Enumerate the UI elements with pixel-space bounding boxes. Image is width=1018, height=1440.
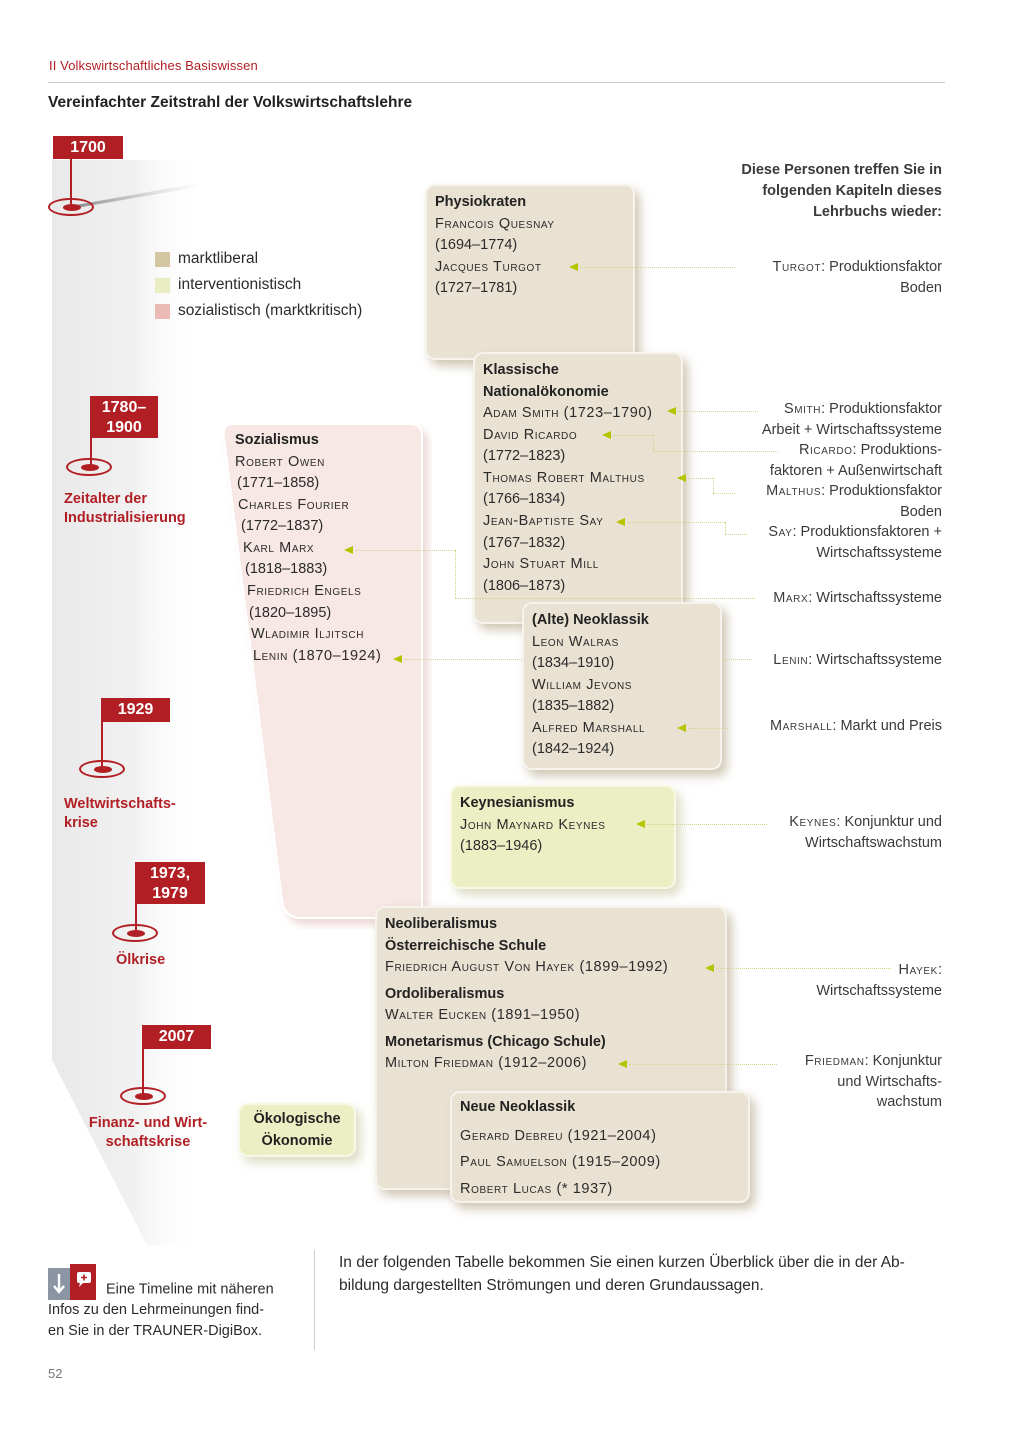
ref-text: Wirtschaftssysteme xyxy=(816,982,942,999)
year-badge xyxy=(101,698,170,722)
reference-malthus xyxy=(766,481,942,522)
person-name: Jacques Turgot xyxy=(435,258,542,275)
reference-friedman xyxy=(805,1051,942,1113)
person-name: Karl Marx xyxy=(243,539,315,556)
year-text: 1973, xyxy=(149,865,191,882)
ref-text: : Wirtschaftssysteme xyxy=(808,652,942,668)
arrow-left-icon xyxy=(602,431,611,439)
ref-name: Keynes xyxy=(789,814,837,830)
neoklassik-alt-box xyxy=(522,602,722,770)
leader-line xyxy=(455,550,456,598)
person-name: Walter Eucken (1891–1950) xyxy=(385,1007,581,1024)
person-name: John Stuart Mill xyxy=(483,556,599,573)
person-name: Thomas Robert Malthus xyxy=(483,469,645,486)
person-name: Leon Walras xyxy=(532,633,619,650)
ref-name: Hayek xyxy=(898,962,938,978)
year-text: 2007 xyxy=(158,1028,195,1045)
page-number: 52 xyxy=(48,1366,63,1381)
arrow-left-icon xyxy=(636,820,645,828)
era-label-line: krise xyxy=(64,815,98,831)
era-label-line: Weltwirtschafts- xyxy=(64,796,176,812)
person-name: Robert Lucas (* 1937) xyxy=(460,1180,613,1197)
person-name: John Maynard Keynes xyxy=(460,816,606,833)
box-title: Ökonomie xyxy=(261,1132,333,1149)
legend xyxy=(155,246,362,324)
digibox-icon[interactable] xyxy=(48,1262,98,1300)
person-years: (1818–1883) xyxy=(245,561,328,578)
ref-name: Friedman xyxy=(804,1053,865,1069)
person-name: William Jevons xyxy=(532,676,633,693)
legend-item-sozialistisch xyxy=(155,298,362,324)
arrow-left-icon xyxy=(667,407,676,415)
running-head: II Volkswirtschaftliches Basiswissen xyxy=(49,58,258,73)
ref-text: : Markt und Preis xyxy=(832,718,942,734)
footer-text xyxy=(339,1252,949,1297)
leader-line xyxy=(688,478,713,479)
ref-text: : Produktionsfaktoren + xyxy=(792,524,942,540)
ref-text: : Produktionsfaktor xyxy=(821,483,942,499)
reference-marx xyxy=(773,588,942,609)
person-years: (1694–1774) xyxy=(435,237,518,254)
klassik-box xyxy=(473,352,683,624)
box-title: Klassische xyxy=(483,362,559,378)
ref-text: Arbeit + Wirtschaftssysteme xyxy=(761,421,942,438)
note-line: Eine Timeline mit näheren xyxy=(106,1281,274,1298)
figure-title: Vereinfachter Zeitstrahl der Volkswirtschaftslehre xyxy=(48,94,413,111)
ref-text: wachstum xyxy=(876,1094,942,1110)
ref-text: : Produktionsfaktor xyxy=(821,259,942,275)
marker-dot xyxy=(94,766,112,773)
box-title: Neoliberalismus xyxy=(385,916,498,932)
marker-dot xyxy=(135,1093,153,1100)
footer-divider xyxy=(314,1250,315,1350)
person-years: (1766–1834) xyxy=(483,491,566,508)
box-title: Nationalökonomie xyxy=(483,383,609,400)
sozialismus-box xyxy=(235,430,381,667)
marker-dot xyxy=(127,930,145,937)
keynes-box xyxy=(450,785,676,889)
year-badge xyxy=(135,862,205,904)
ref-text: Wirtschaftssysteme xyxy=(816,544,942,561)
leader-line xyxy=(722,659,752,660)
arrow-left-icon xyxy=(677,474,686,482)
leader-line xyxy=(713,478,714,493)
ref-name: Malthus xyxy=(766,483,822,499)
ref-text: : Produktions- xyxy=(852,442,942,458)
era-label-industrialisierung xyxy=(64,490,186,528)
ref-name: Marshall xyxy=(769,718,833,734)
footer-text-line: In der folgenden Tabelle bekommen Sie einen kurzen Überblick über die in der Ab- xyxy=(339,1254,905,1271)
reference-turgot xyxy=(773,257,942,298)
person-years: (1772–1823) xyxy=(483,448,566,465)
leader-line xyxy=(653,435,654,451)
reference-keynes xyxy=(789,812,942,853)
person-years: (1842–1924) xyxy=(532,741,615,758)
reference-ricardo xyxy=(770,440,942,481)
box-title: Sozialismus xyxy=(235,432,319,448)
note-line: en Sie in der TRAUNER-DigiBox. xyxy=(48,1322,263,1339)
school-title: Österreichische Schule xyxy=(385,937,547,954)
person-years: (1806–1873) xyxy=(483,577,566,594)
school-title: Monetarismus (Chicago Schule) xyxy=(385,1033,606,1050)
leader-line xyxy=(713,493,735,494)
leader-line xyxy=(613,435,653,436)
year-text: 1900 xyxy=(106,419,142,436)
leader-line xyxy=(404,659,522,660)
person-name: Friedrich August Von Hayek (1899–1992) xyxy=(385,959,669,975)
arrow-left-icon xyxy=(677,724,686,732)
era-label-line: Zeitalter der xyxy=(64,491,147,507)
year-text: 1929 xyxy=(117,701,154,718)
leader-line xyxy=(725,522,726,534)
ref-text: : Produktionsfaktor xyxy=(821,401,942,417)
heading-line: Diese Personen treffen Sie in xyxy=(741,162,942,178)
leader-line xyxy=(716,968,891,969)
legend-swatch xyxy=(155,304,170,319)
leader-line xyxy=(580,267,735,268)
leader-line xyxy=(627,522,725,523)
box-title: Neue Neoklassik xyxy=(460,1099,576,1115)
person-name: Lenin (1870–1924) xyxy=(253,647,382,664)
ref-text: und Wirtschafts- xyxy=(837,1073,942,1090)
ref-name: Lenin xyxy=(773,652,809,668)
year-text: 1979 xyxy=(152,885,188,902)
ref-name: Marx xyxy=(773,590,809,606)
references-heading xyxy=(712,160,942,223)
person-name: Paul Samuelson (1915–2009) xyxy=(460,1154,661,1170)
oekologische-oekonomie-box xyxy=(238,1103,356,1157)
footer-text-line: bildung dargestellten Strömungen und deren Grundaussagen. xyxy=(339,1276,764,1294)
arrow-left-icon xyxy=(705,964,714,972)
ref-text: Boden xyxy=(900,279,942,296)
person-years: (1772–1837) xyxy=(241,518,324,535)
leader-line xyxy=(629,1064,777,1065)
school-title: Ordoliberalismus xyxy=(385,985,505,1002)
box-title: Physiokraten xyxy=(435,194,527,210)
leader-line xyxy=(653,451,778,452)
ref-text: : Konjunktur und xyxy=(836,814,942,830)
era-label-oelkrise xyxy=(116,951,165,970)
person-name: Milton Friedman (1912–2006) xyxy=(385,1055,588,1072)
legend-label: interventionistisch xyxy=(178,276,302,293)
leader-line xyxy=(688,728,728,729)
person-name: Francois Quesnay xyxy=(435,215,555,232)
heading-line: folgenden Kapiteln dieses xyxy=(762,183,942,199)
year-text: 1700 xyxy=(70,139,106,156)
reference-smith xyxy=(762,399,942,440)
person-name: Robert Owen xyxy=(235,453,325,470)
person-years: (1834–1910) xyxy=(532,655,615,672)
year-badge xyxy=(90,396,158,438)
reference-say xyxy=(768,522,942,563)
header-rule xyxy=(48,82,945,83)
digibox-note xyxy=(48,1262,298,1341)
person-years: (1883–1946) xyxy=(460,838,543,855)
arrow-left-icon xyxy=(344,546,353,554)
legend-swatch xyxy=(155,252,170,267)
person-name: David Ricardo xyxy=(483,426,578,443)
ref-text: : xyxy=(937,962,942,978)
legend-label: sozialistisch (marktkritisch) xyxy=(178,302,363,319)
person-name: Friedrich Engels xyxy=(247,583,362,600)
era-label-weltwirtschaftskrise xyxy=(64,795,176,833)
person-name: Jean-Baptiste Say xyxy=(483,512,604,529)
legend-label: marktliberal xyxy=(178,250,259,267)
ref-text: faktoren + Außenwirtschaft xyxy=(769,462,942,479)
person-name: Gerard Debreu (1921–2004) xyxy=(460,1127,657,1144)
year-badge xyxy=(142,1025,211,1049)
person-years: (1727–1781) xyxy=(435,280,518,297)
box-title: Keynesianismus xyxy=(460,795,575,811)
person-name: Wladimir Iljitsch xyxy=(251,626,365,643)
box-title: Ökologische xyxy=(253,1111,341,1127)
person-years: (1835–1882) xyxy=(532,698,615,715)
arrow-left-icon xyxy=(569,263,578,271)
year-badge xyxy=(53,136,123,159)
legend-swatch xyxy=(155,278,170,293)
leader-line xyxy=(725,534,747,535)
leader-line xyxy=(355,550,455,551)
era-label-line: Finanz- und Wirt- xyxy=(88,1115,208,1131)
leader-line xyxy=(455,598,755,599)
era-label-line: Ölkrise xyxy=(116,952,166,968)
leader-line xyxy=(678,411,758,412)
neue-neoklassik-box xyxy=(450,1091,750,1203)
heading-line: Lehrbuchs wieder: xyxy=(813,204,942,220)
legend-item-marktliberal xyxy=(155,246,362,272)
person-name: Charles Fourier xyxy=(238,496,350,513)
ref-name: Say xyxy=(768,524,793,540)
ref-name: Turgot xyxy=(772,259,822,275)
ref-name: Smith xyxy=(783,401,822,417)
arrow-left-icon xyxy=(616,518,625,526)
person-years: (1771–1858) xyxy=(237,475,320,492)
leader-line xyxy=(647,824,767,825)
arrow-left-icon xyxy=(393,655,402,663)
reference-hayek xyxy=(816,960,942,1001)
person-years: (1767–1832) xyxy=(483,534,566,551)
era-label-line: Industrialisierung xyxy=(64,510,186,526)
reference-lenin xyxy=(773,650,942,671)
ref-name: Ricardo xyxy=(798,442,853,458)
ref-text: : Wirtschaftssysteme xyxy=(808,590,942,606)
note-line: Infos zu den Lehrmeinungen find- xyxy=(48,1302,265,1318)
year-text: 1780– xyxy=(101,399,147,416)
person-name: Adam Smith (1723–1790) xyxy=(483,405,653,421)
ref-text: : Konjunktur xyxy=(864,1053,942,1069)
reference-marshall xyxy=(770,716,942,737)
box-title: (Alte) Neoklassik xyxy=(532,612,649,628)
legend-item-interventionistisch xyxy=(155,272,362,298)
era-label-line: schaftskrise xyxy=(105,1134,191,1150)
person-years: (1820–1895) xyxy=(249,604,332,621)
ref-text: Wirtschaftswachstum xyxy=(805,834,942,851)
marker-dot xyxy=(81,464,99,471)
ref-text: Boden xyxy=(900,503,942,520)
arrow-left-icon xyxy=(618,1060,627,1068)
physiokraten-box xyxy=(425,184,635,360)
marker-dot xyxy=(63,204,81,211)
era-label-finanzkrise xyxy=(86,1114,210,1152)
person-name: Alfred Marshall xyxy=(532,719,646,736)
